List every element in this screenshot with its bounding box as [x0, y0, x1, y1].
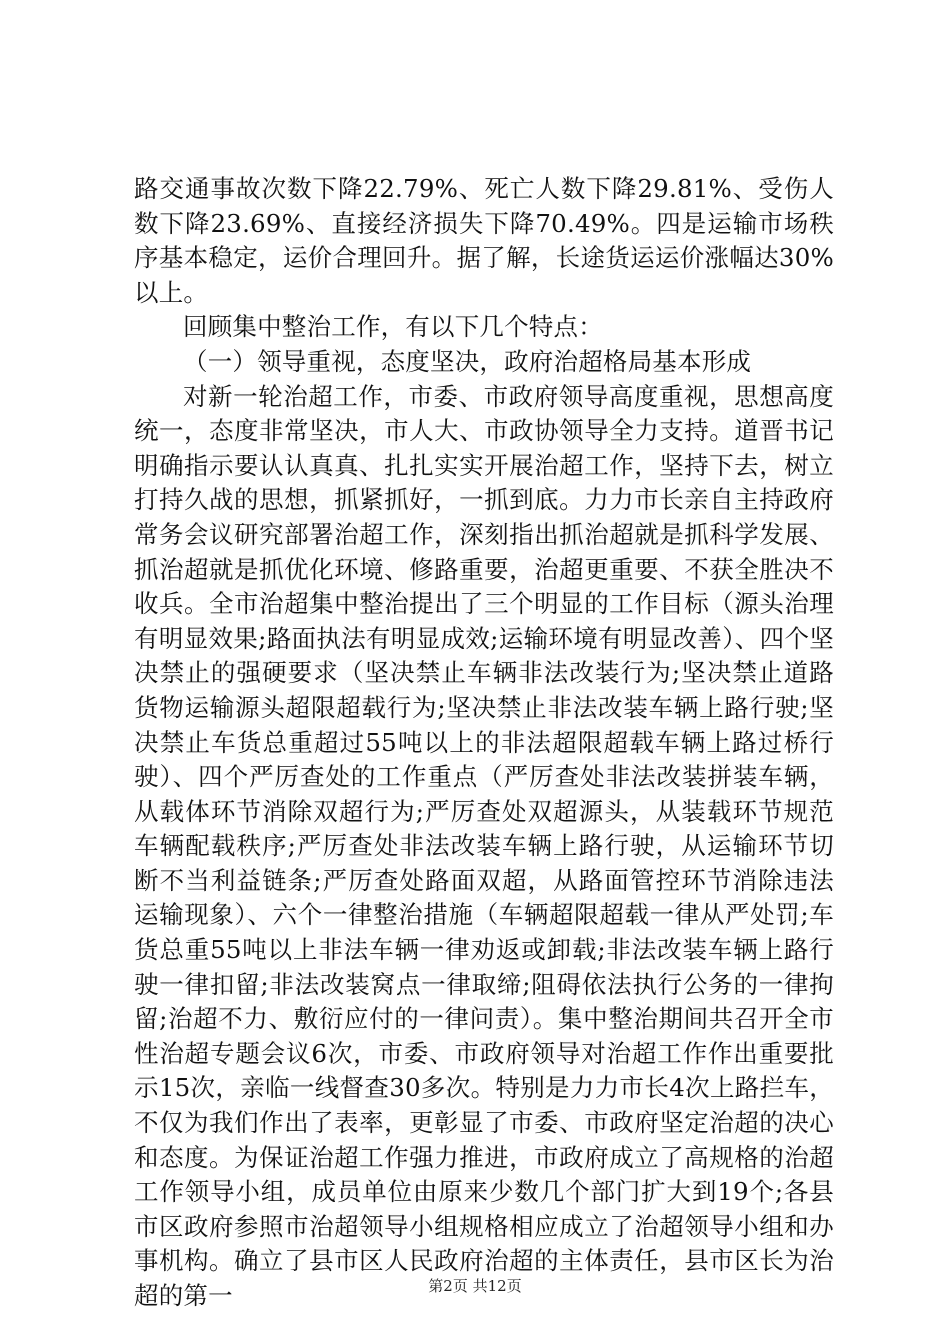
page-footer: 第2页 共12页 [428, 1277, 522, 1295]
document-body [134, 172, 834, 1314]
paragraph-statistics: 路交通事故次数下降22.79%、死亡人数下降29.81%、受伤人数下降23.69%、直接经济损失下降70.49%。四是运输市场秩序基本稳定，运价合理回升。据了解，长途货运运价涨幅达30%以上。 [134, 174, 834, 307]
paragraph-leadership: 对新一轮治超工作，市委、市政府领导高度重视，思想高度统一，态度非常坚决，市人大、市政协领导全力支持。道晋书记明确指示要认认真真、扎扎实实开展治超工作，坚持下去，树立打持久战的思想，抓紧抓好，一抓到底。力力市长亲自主持政府常务会议研究部署治超工作，深刻指出抓治超就是抓科学发展、抓治超就是抓优化环境、修路重要，治超更重要、不获全胜决不收兵。全市治超集中整治提出了三个明显的工作目标（源头治理有明显效果;路面执法有明显成效;运输环境有明显改善）、四个坚决禁止的强硬要求（坚决禁止车辆非法改装行为;坚决禁止道路货物运输源头超限超载行为;坚决禁止非法改装车辆上路行驶;坚决禁止车货总重超过55吨以上的非法超限超载车辆上路过桥行驶）、四个严厉查处的工作重点（严厉查处非法改装拼装车辆，从载体环节消除双超行为;严厉查处双超源头，从装载环节规范车辆配载秩序;严厉查处非法改装车辆上路行驶，从运输环节切断不当利益链条;严厉查处路面双超，从路面管控环节消除违法运输现象）、六个一律整治措施（车辆超限超载一律从严处罚;车货总重55吨以上非法车辆一律劝返或卸载;非法改装车辆上路行驶一律扣留;非法改装窝点一律取缔;阻碍依法执行公务的一律拘留;治超不力、敷衍应付的一律问责）。集中整治期间共召开全市性治超专题会议6次，市委、市政府领导对治超工作作出重要批示15次，亲临一线督查30多次。特别是力力市长4次上路拦车，不仅为我们作出了表率，更彰显了市委、市政府坚定治超的决心和态度。为保证治超工作强力推进，市政府成立了高规格的治超工作领导小组，成员单位由原来少数几个部门扩大到19个;各县市区政府参照市治超领导小组规格相应成立了治超领导小组和办事机构。确立了县市区人民政府治超的主体责任，县市区长为治超的第一 [134, 381, 834, 1310]
paragraph-review-intro: 回顾集中整治工作，有以下几个特点： [183, 312, 603, 342]
section-heading-1: （一）领导重视，态度坚决，政府治超格局基本形成 [183, 346, 752, 376]
